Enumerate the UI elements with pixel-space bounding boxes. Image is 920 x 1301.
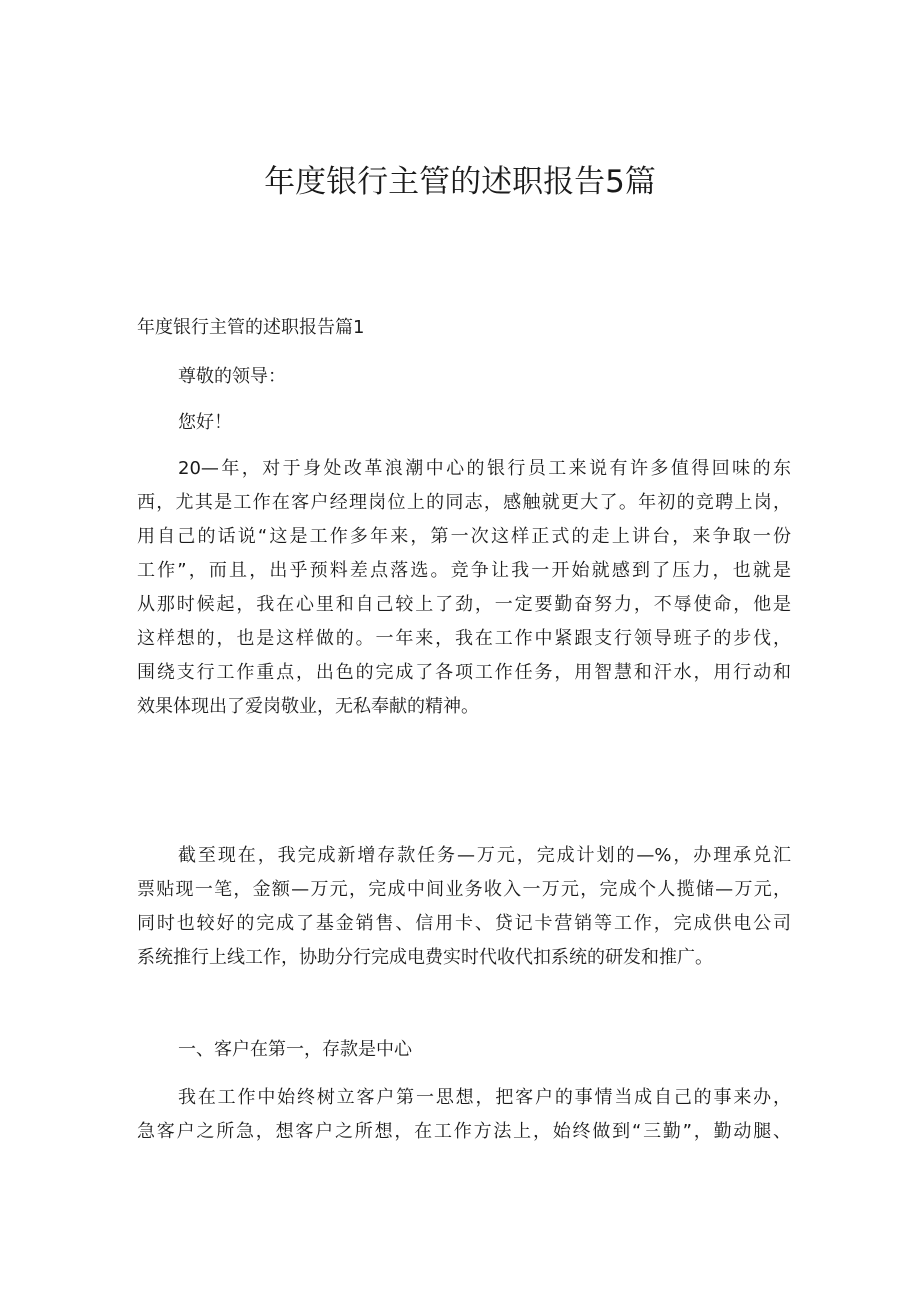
paragraph-line: 急客户之所急，想客户之所想，在工作方法上，始终做到“三勤”，勤动腿、 [137, 1121, 791, 1142]
paragraph-line: 我在工作中始终树立客户第一思想，把客户的事情当成自己的事来办， [178, 1087, 791, 1108]
document-title: 年度银行主管的述职报告5篇 [264, 164, 656, 200]
section-heading: 年度银行主管的述职报告篇1 [137, 317, 365, 338]
paragraph-line: 从那时候起，我在心里和自己较上了劲，一定要勤奋努力，不辱使命，他是 [137, 594, 791, 615]
paragraph-line: 这样想的，也是这样做的。一年来，我在工作中紧跟支行领导班子的步伐， [137, 628, 791, 649]
paragraph-line: 截至现在，我完成新增存款任务—万元，完成计划的—%，办理承兑汇 [178, 845, 791, 866]
paragraph-line: 票贴现一笔，金额—万元，完成中间业务收入一万元，完成个人揽储—万元， [137, 879, 791, 900]
subheading-text: 一、客户在第一，存款是中心 [178, 1039, 412, 1060]
paragraph-line: 用自己的话说“这是工作多年来，第一次这样正式的走上讲台，来争取一份 [137, 526, 791, 547]
paragraph-line: 围绕支行工作重点，出色的完成了各项工作任务，用智慧和汗水，用行动和 [137, 662, 791, 683]
paragraph-line: 效果体现出了爱岗敬业，无私奉献的精神。 [137, 696, 479, 717]
paragraph-line: 工作”，而且，出乎预料差点落选。竞争让我一开始就感到了压力，也就是 [137, 560, 791, 581]
greeting-text: 您好！ [178, 412, 232, 433]
paragraph-3 [137, 1081, 791, 1149]
salutation-text: 尊敬的领导： [178, 366, 286, 387]
paragraph-line: 西，尤其是工作在客户经理岗位上的同志，感触就更大了。年初的竞聘上岗， [137, 492, 791, 513]
paragraph-line: 系统推行上线工作，协助分行完成电费实时代收代扣系统的研发和推广。 [137, 947, 713, 968]
paragraph-line: 同时也较好的完成了基金销售、信用卡、贷记卡营销等工作，完成供电公司 [137, 913, 791, 934]
paragraph-2 [137, 839, 791, 975]
paragraph-1 [137, 452, 791, 724]
subheading-1 [137, 1033, 791, 1067]
salutation [137, 360, 791, 394]
greeting [137, 406, 791, 440]
paragraph-line: 20—年，对于身处改革浪潮中心的银行员工来说有许多值得回味的东 [178, 458, 791, 479]
